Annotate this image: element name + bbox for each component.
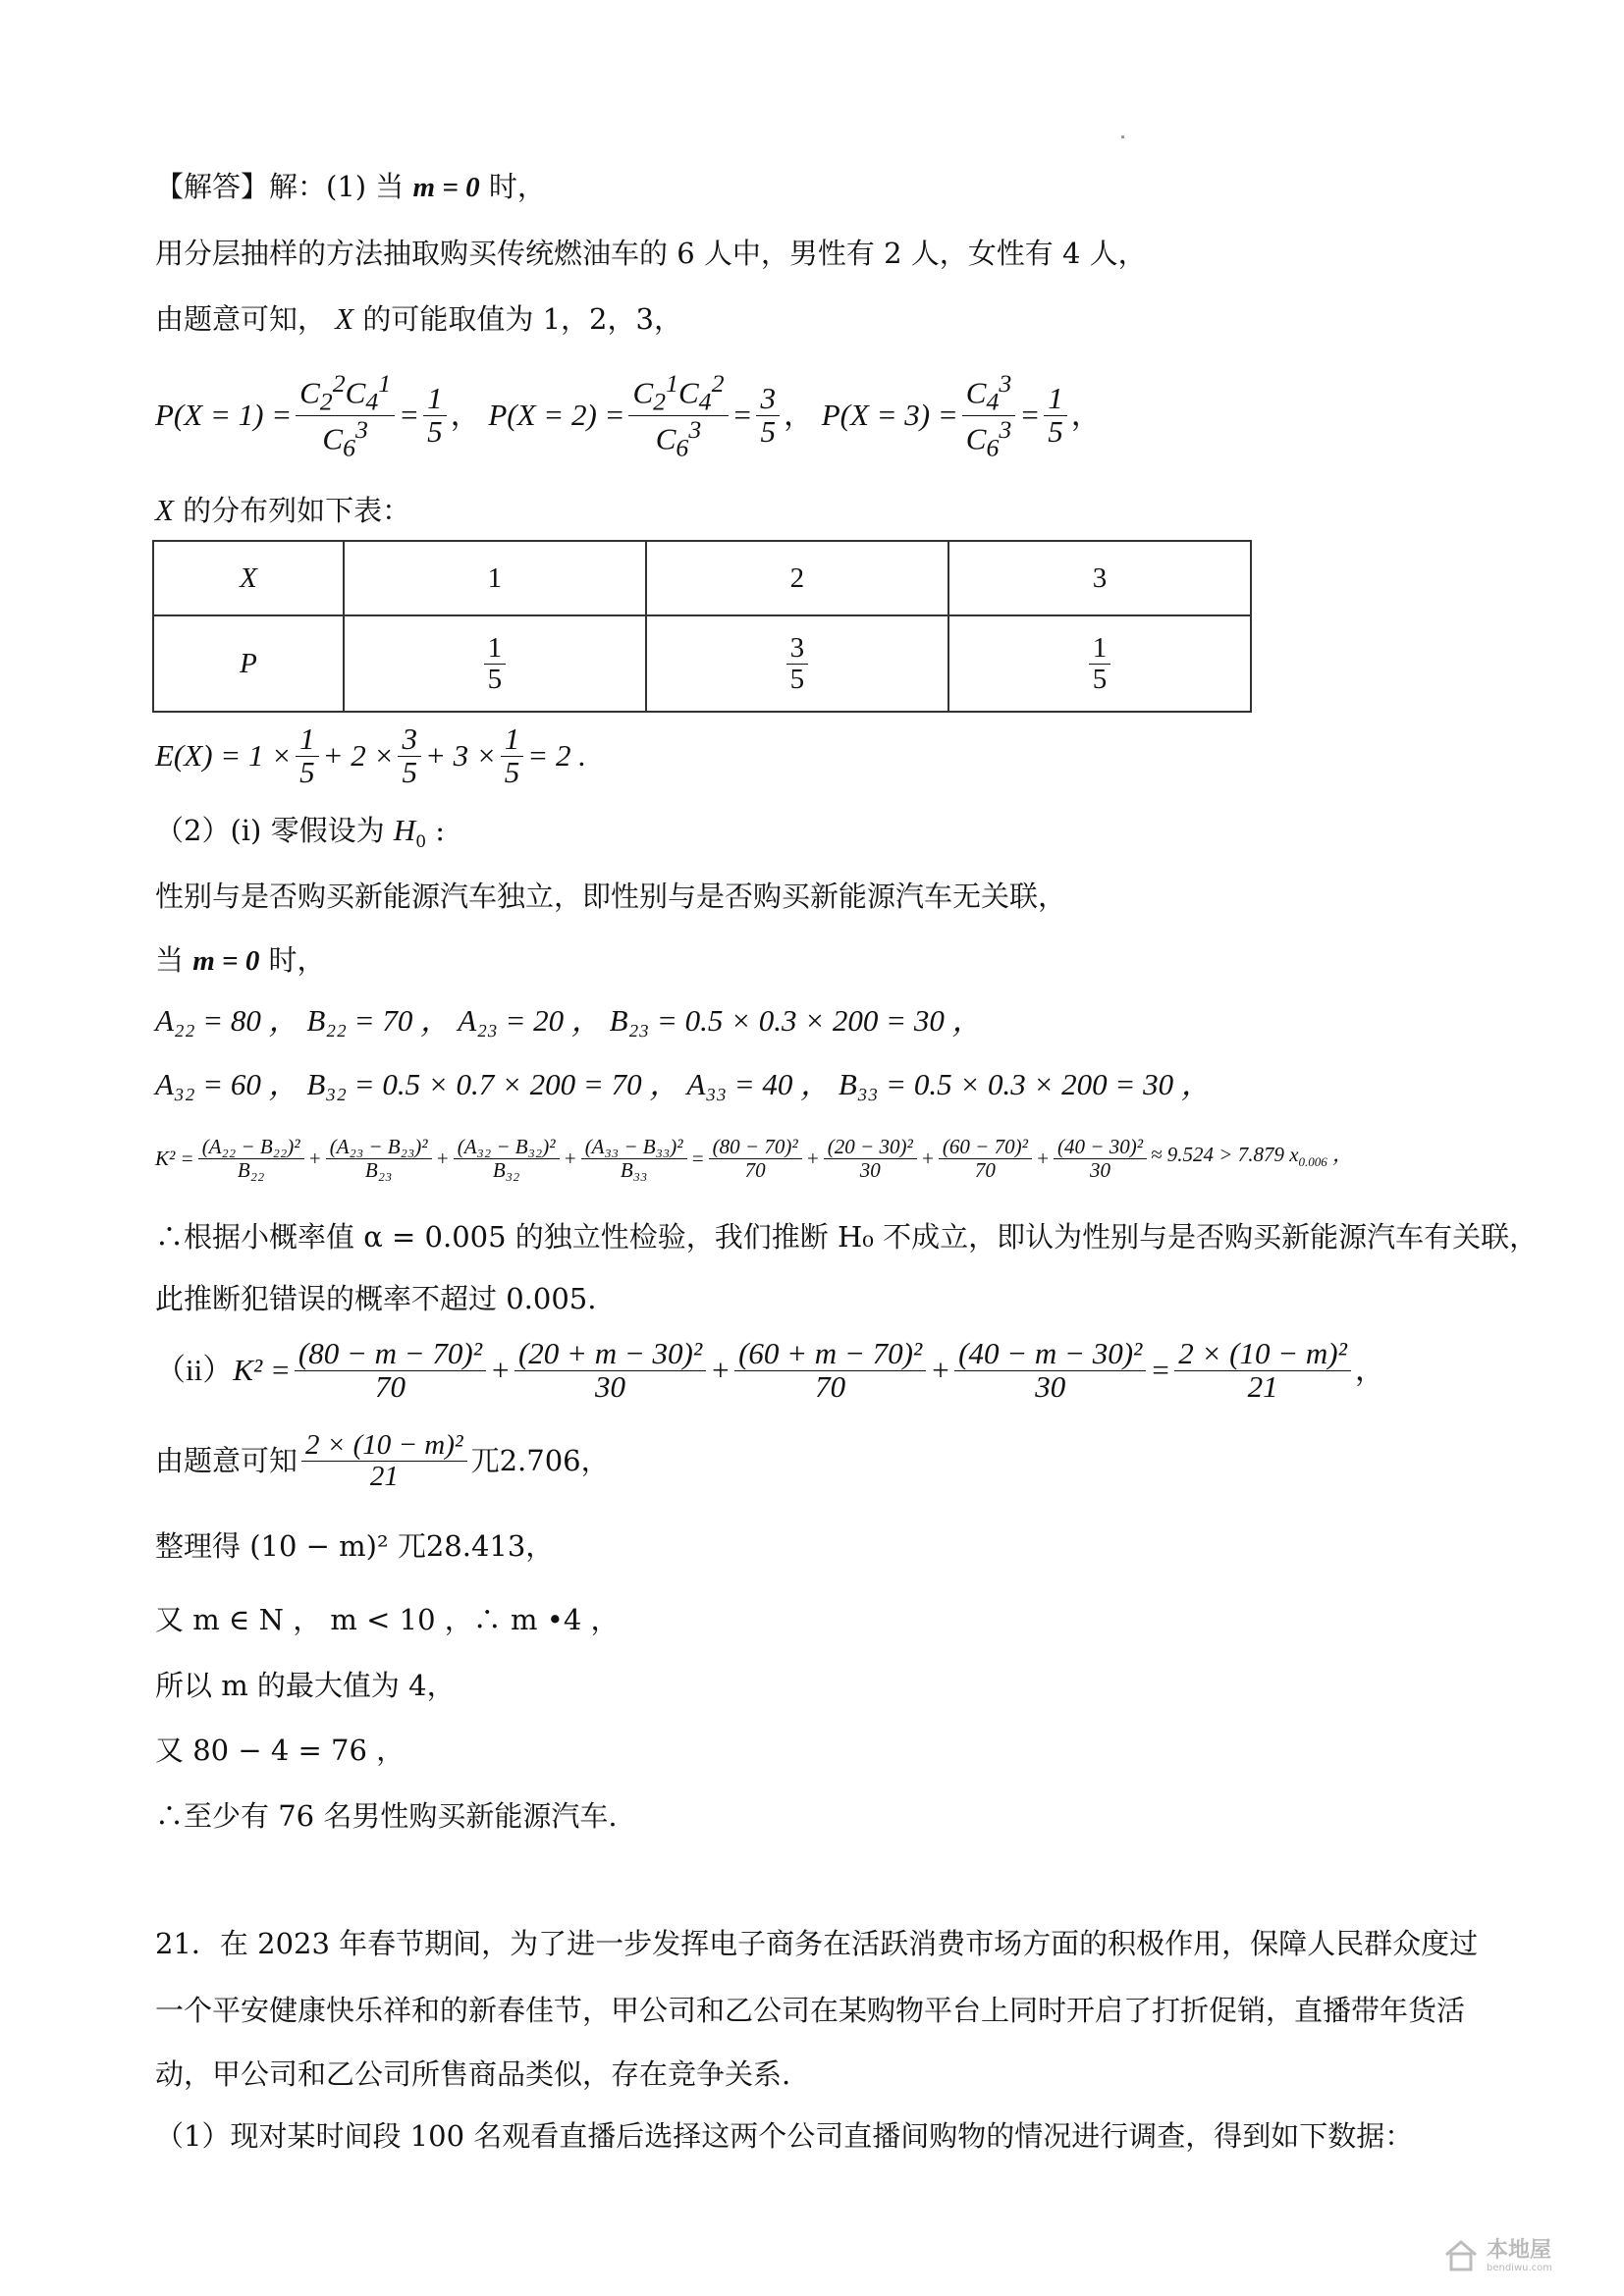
table-cell: $\frac{1}{5}$ [344,615,646,712]
final-answer-line: ∴至少有 76 名男性购买新能源汽车. [155,1799,618,1833]
site-watermark [1443,2233,1591,2278]
hypothesis-text: 性别与是否购买新能源汽车独立，即性别与是否购买新能源汽车无关联， [155,880,1067,913]
cell-values-2: A₃₂ = 60 ， B₃₂ = 0.5 × 0.7 × 200 = 70 ， A₃₃ = 40 ， B₃₃ = 0.5 × 0.3 × 200 = 30 ， [155,1067,1212,1101]
cell-values-1: A₂₂ = 80 ， B₂₂ = 70 ， A₂₃ = 20 ， B₂₃ = 0.5 × 0.3 × 200 = 30 ， [155,1003,983,1038]
constraint-line: 又 m ∈ N ， m < 10 ，∴ m •4 ， [155,1603,620,1636]
simplify-line: 整理得 (10 − m)² ㄫ28.413， [155,1529,555,1563]
q21-line-3: 动，甲公司和乙公司所售商品类似，存在竞争关系. [155,2057,791,2091]
answer-heading: 【解答】解：(1) 当 m = 0 时， [155,170,546,203]
table-row [153,615,1251,712]
page-mark [1121,135,1124,138]
when-m-zero: 当 m = 0 时， [155,943,326,977]
sampling-line: 用分层抽样的方法抽取购买传统燃油车的 6 人中，男性有 2 人，女性有 4 人， [155,237,1147,270]
possible-values-line: 由题意可知， X 的可能取值为 1，2，3， [155,301,682,336]
chi-square-formula-2: （ii） K² = $\frac{\text{(80 − m − 70)²}}{70}$ + $\frac{\text{(20 + m − 30)²}}{30}$ + $\frac{\text{(60 + m − 70)²}}{70}$ + $\frac{\text{(40 − m − 30)²}}{30}$ = $\frac{\text{2 × (10 − m)²}}{21}$ ， [155,1335,1385,1404]
expectation-formula: E(X) = 1 × $\frac{1}{5}$ + 2 × $\frac{3}{5}$ + 3 × $\frac{1}{5}$ = 2 . [155,721,586,789]
table-cell: $\frac{1}{5}$ [948,615,1251,712]
table-cell: 1 [344,541,646,615]
distribution-table [152,540,1252,713]
watermark-name: 本地屋 [1487,2237,1552,2263]
q21-line-2: 一个平安健康快乐祥和的新春佳节，甲公司和乙公司在某购物平台上同时开启了打折促销，直播带年货活 [155,1994,1466,2027]
distribution-label: X 的分布列如下表： [155,493,411,527]
part2-intro: （2）(i) 零假设为 $H_0$ : [155,813,446,852]
q21-line-4: （1）现对某时间段 100 名观看直播后选择这两个公司直播间购物的情况进行调查，得到如下数据： [155,2119,1414,2153]
table-cell: P [153,615,344,712]
watermark-url: bendiwu.com [1487,2262,1553,2273]
table-cell: 2 [646,541,948,615]
q21-line-1: 21．在 2023 年春节期间，为了进一步发挥电子商务在活跃消费市场方面的积极作用，保障人民群众度过 [155,1927,1479,1960]
inequality-line: 由题意可知 $\frac{\text{2 × (10 − m)²}}{21}$ ㄫ2.706， [155,1429,610,1492]
chi-square-formula-1: K² = $\frac{\text{(A₂₂ − B₂₂)²}}{\text{B₂₂}}$ + $\frac{\text{(A₂₃ − B₂₃)²}}{\text{B₂₃}}$ + $\frac{\text{(A₃₂ − B₃₂)²}}{\text{B₃₂}}$ + $\frac{\text{(A₃₃ − B₃₃)²}}{\text{B₃₃}}$ = $\frac{\text{(80 − 70)²}}{70}$ + $\frac{\text{(20 − 30)²}}{30}$ + $\frac{\text{(60 − 70)²}}{70}$ + $\frac{\text{(40 − 30)²}}{30}$ ≈ 9.524 > 7.879 $x_{0.006}$ ， [155,1135,1354,1182]
calc-line: 又 80 − 4 = 76 ， [155,1734,406,1767]
table-cell: 3 [948,541,1251,615]
probability-formulas: P(X = 1) = $\frac{C_2^2C_4^1}{C_6^3}$ = $\frac{1}{5}$ ， P(X = 2) = $\frac{C_2^1C_4^2}{C_6^3}$ = $\frac{3}{5}$ ， P(X = 3) = $\frac{C_4^3}{C_6^3}$ = $\frac{1}{5}$ ， [155,368,1102,462]
table-row [153,541,1251,615]
house-logo-icon [1443,2239,1479,2272]
table-cell: X [153,541,344,615]
conclusion-line-1: ∴根据小概率值 α = 0.005 的独立性检验，我们推断 H₀ 不成立，即认为性别与是否购买新能源汽车有关联， [155,1220,1539,1254]
conclusion-line-2: 此推断犯错误的概率不超过 0.005. [155,1282,597,1315]
table-cell: $\frac{3}{5}$ [646,615,948,712]
max-value-line: 所以 m 的最大值为 4， [155,1669,456,1702]
